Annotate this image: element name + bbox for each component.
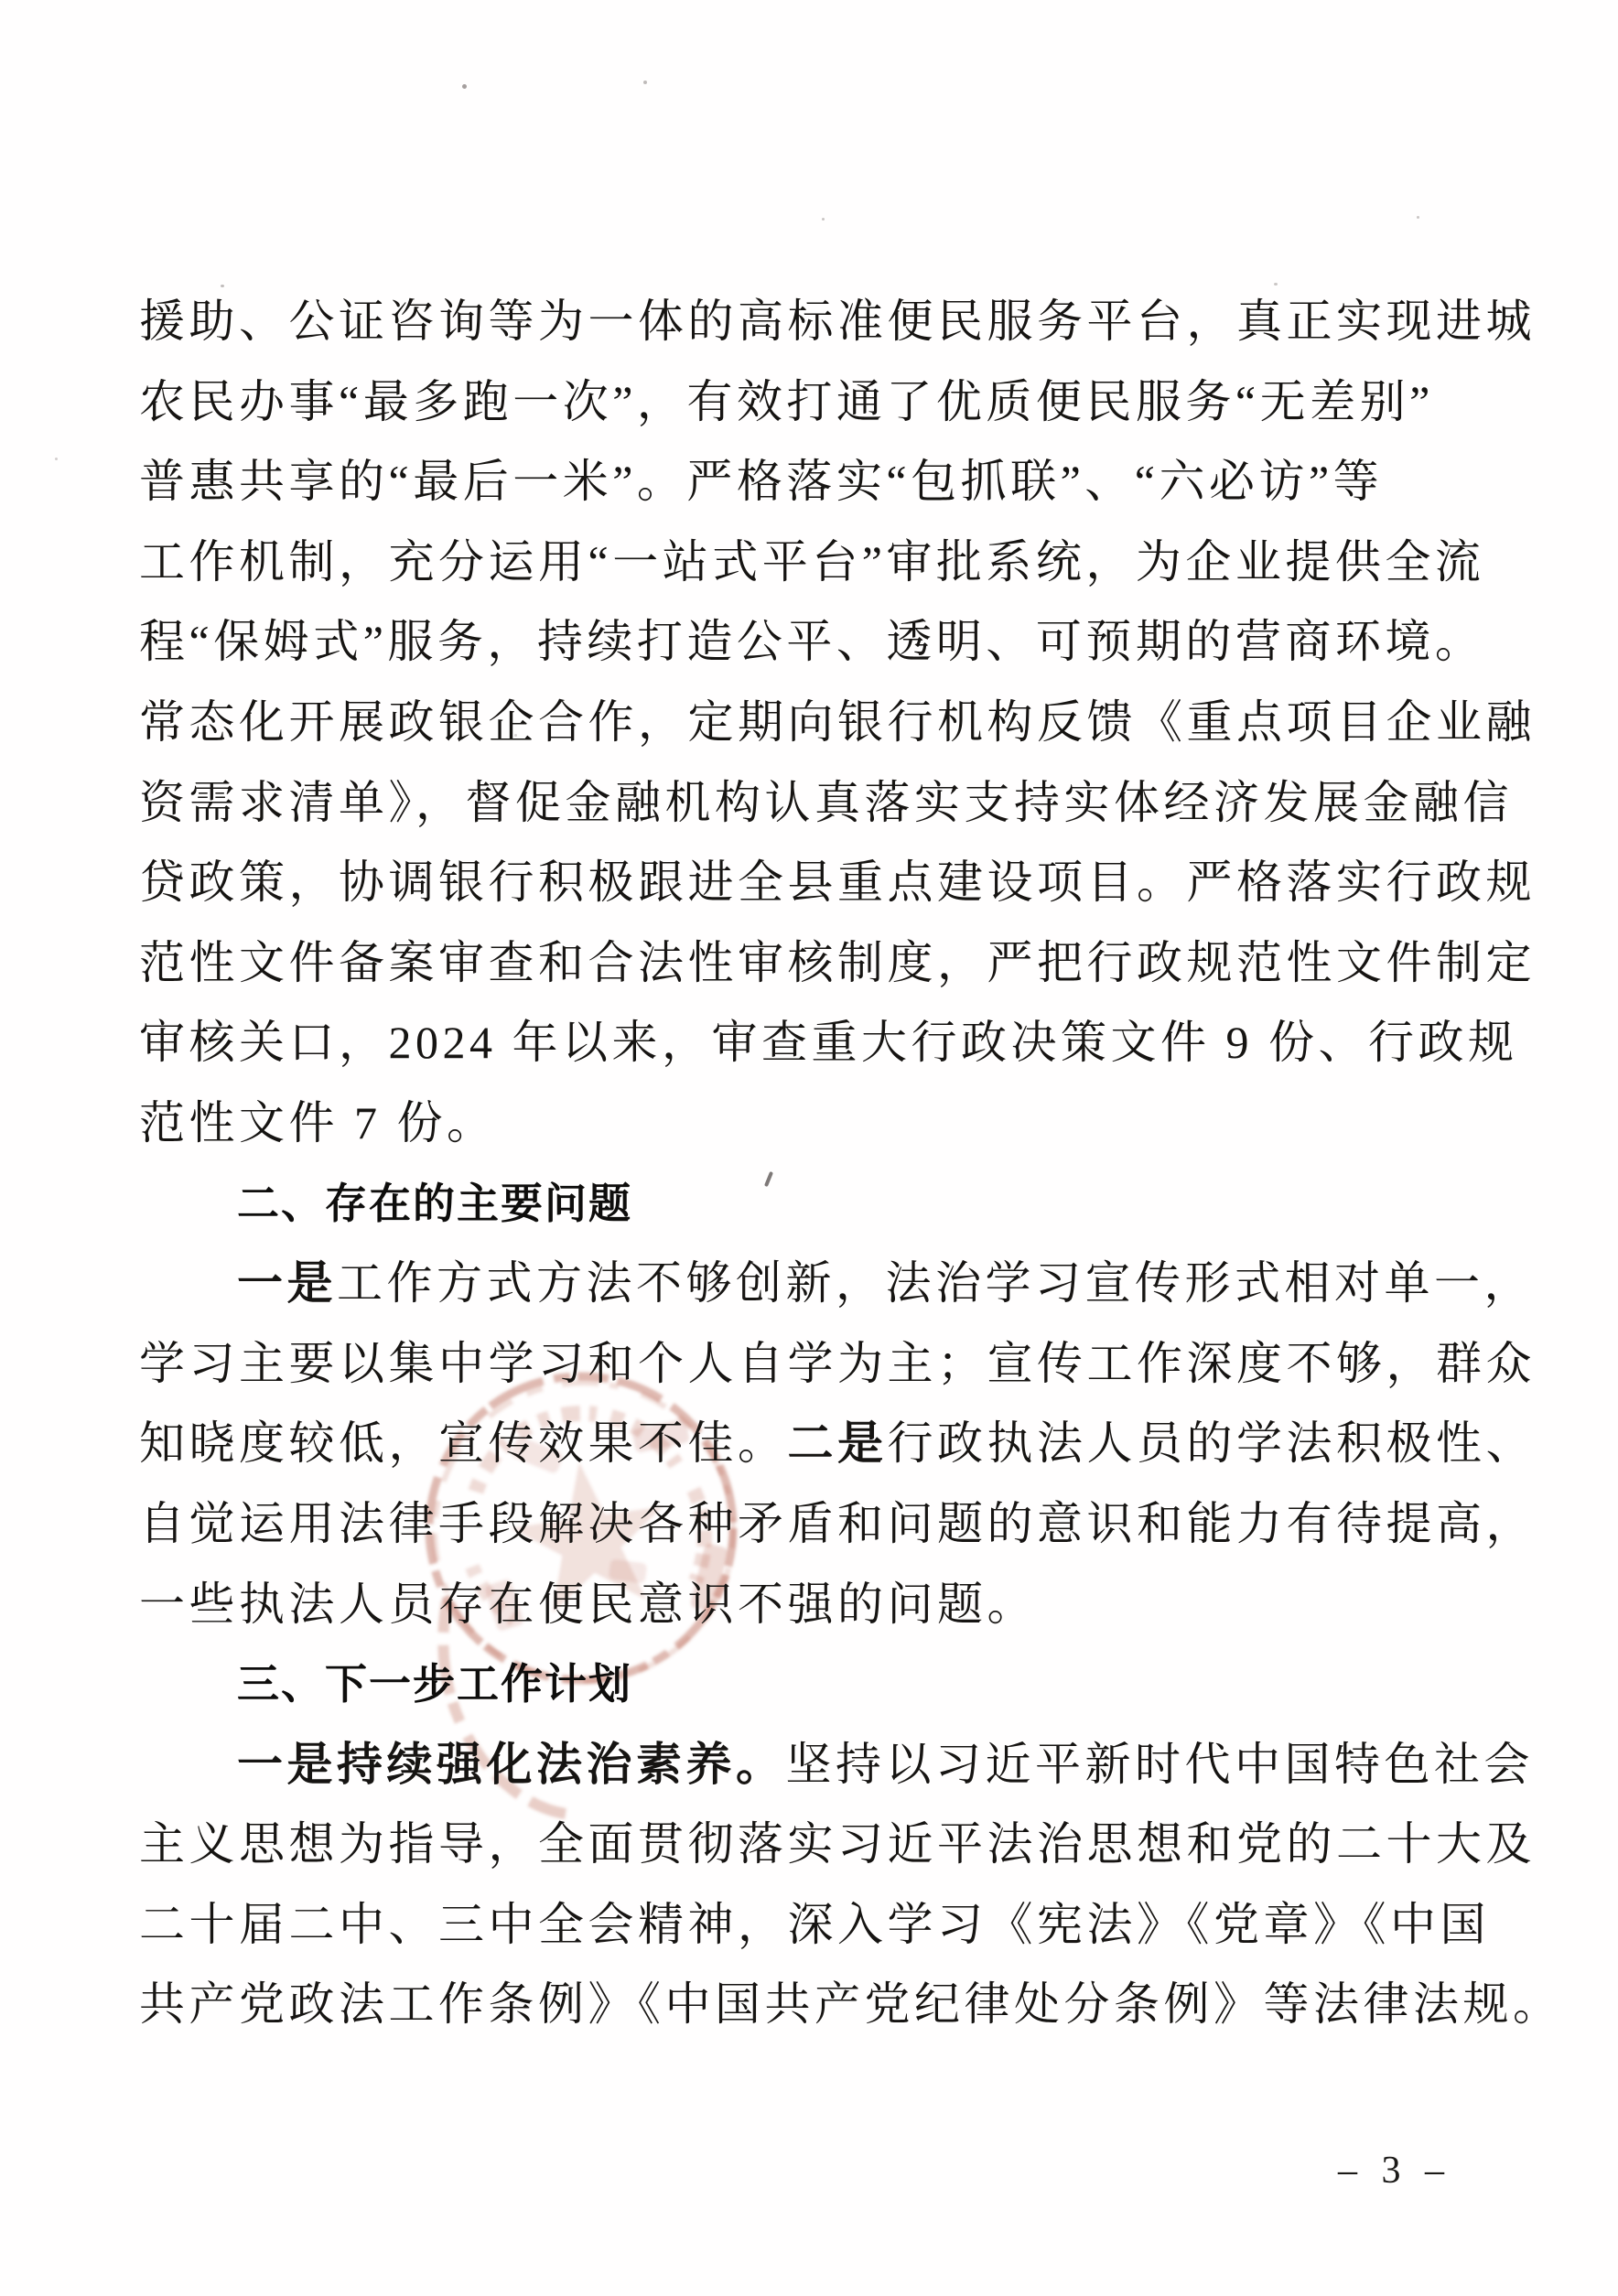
text-run: 贷政策，协调银行积极跟进全县重点建设项目。严格落实行政规 (139, 857, 1536, 909)
text-run: 自觉运用法律手段解决各种矛盾和问题的意识和能力有待提高， (139, 1497, 1536, 1549)
text-line (139, 442, 1492, 523)
text-block (139, 282, 1563, 2045)
bold-text-run: 二是 (787, 1417, 888, 1470)
text-line (139, 523, 1492, 603)
text-line (139, 1083, 1492, 1164)
text-run: 一些执法人员存在便民意识不强的问题。 (139, 1578, 1037, 1630)
text-run: 知晓度较低，宣传效果不佳。 (139, 1417, 788, 1470)
text-line (139, 683, 1536, 763)
text-run: 范性文件 7 份。 (139, 1096, 497, 1148)
text-run: 常态化开展政银企合作，定期向银行机构反馈《重点项目企业融 (139, 695, 1536, 748)
section-heading (139, 1644, 1492, 1725)
text-run: 坚持以习近平新时代中国特色社会 (785, 1738, 1534, 1790)
text-line (139, 1484, 1536, 1565)
text-run: 行政执法人员的学法积极性、 (887, 1417, 1536, 1470)
section-heading (139, 1164, 1492, 1245)
text-line (139, 763, 1513, 844)
text-line (139, 282, 1536, 362)
text-run: 工作方式方法不够创新，法治学习宣传形式相对单一， (337, 1257, 1534, 1310)
text-run: 审核关口，2024 年以来，审查重大行政决策文件 9 份、行政规 (139, 1017, 1518, 1069)
text-line (139, 1324, 1536, 1405)
scan-speck (822, 218, 825, 221)
text-run: 程“保姆式”服务，持续打造公平、透明、可预期的营商环境。 (139, 616, 1485, 668)
text-line (139, 1805, 1536, 1885)
text-run: 共产党政法工作条例》《中国共产党纪律处分条例》等法律法规。 (139, 1978, 1563, 2031)
text-line (139, 1565, 1492, 1645)
text-line (139, 362, 1492, 443)
text-run: 主义思想为指导，全面贯彻落实习近平法治思想和党的二十大及 (139, 1818, 1536, 1870)
bold-text-run: 二、存在的主要问题 (237, 1179, 632, 1227)
scan-speck (1417, 216, 1419, 219)
text-run: 农民办事“最多跑一次”，有效打通了优质便民服务“无差别” (139, 375, 1434, 427)
text-run: 工作机制，充分运用“一站式平台”审批系统，为企业提供全流 (139, 535, 1485, 587)
text-line (139, 1965, 1563, 2045)
page-number: – 3 – (1338, 2150, 1451, 2192)
text-run: 范性文件备案审查和合法性审核制度，严把行政规范性文件制定 (139, 936, 1536, 988)
text-run: 资需求清单》，督促金融机构认真落实支持实体经济发展金融信 (139, 776, 1513, 828)
text-run: 二十届二中、三中全会精神，深入学习《宪法》《党章》《中国 (139, 1898, 1490, 1950)
text-line (139, 1885, 1492, 1966)
text-line (139, 602, 1492, 683)
text-run: 援助、公证咨询等为一体的高标准便民服务平台，真正实现进城 (139, 296, 1536, 347)
text-line (139, 1725, 1534, 1806)
text-line (139, 923, 1536, 1004)
text-line (139, 1404, 1536, 1484)
bold-text-run: 一是 (237, 1257, 337, 1310)
text-line (139, 1244, 1534, 1324)
text-run: 普惠共享的“最后一米”。严格落实“包抓联”、“六必访”等 (139, 456, 1384, 508)
bold-text-run: 三、下一步工作计划 (237, 1660, 632, 1709)
text-line (139, 843, 1536, 923)
scan-speck (643, 81, 647, 84)
scan-speck (462, 84, 467, 89)
scan-speck (55, 458, 58, 460)
text-run: 学习主要以集中学习和个人自学为主；宣传工作深度不够，群众 (139, 1337, 1536, 1389)
bold-text-run: 一是持续强化法治素养。 (237, 1738, 786, 1790)
text-line (139, 1003, 1518, 1083)
